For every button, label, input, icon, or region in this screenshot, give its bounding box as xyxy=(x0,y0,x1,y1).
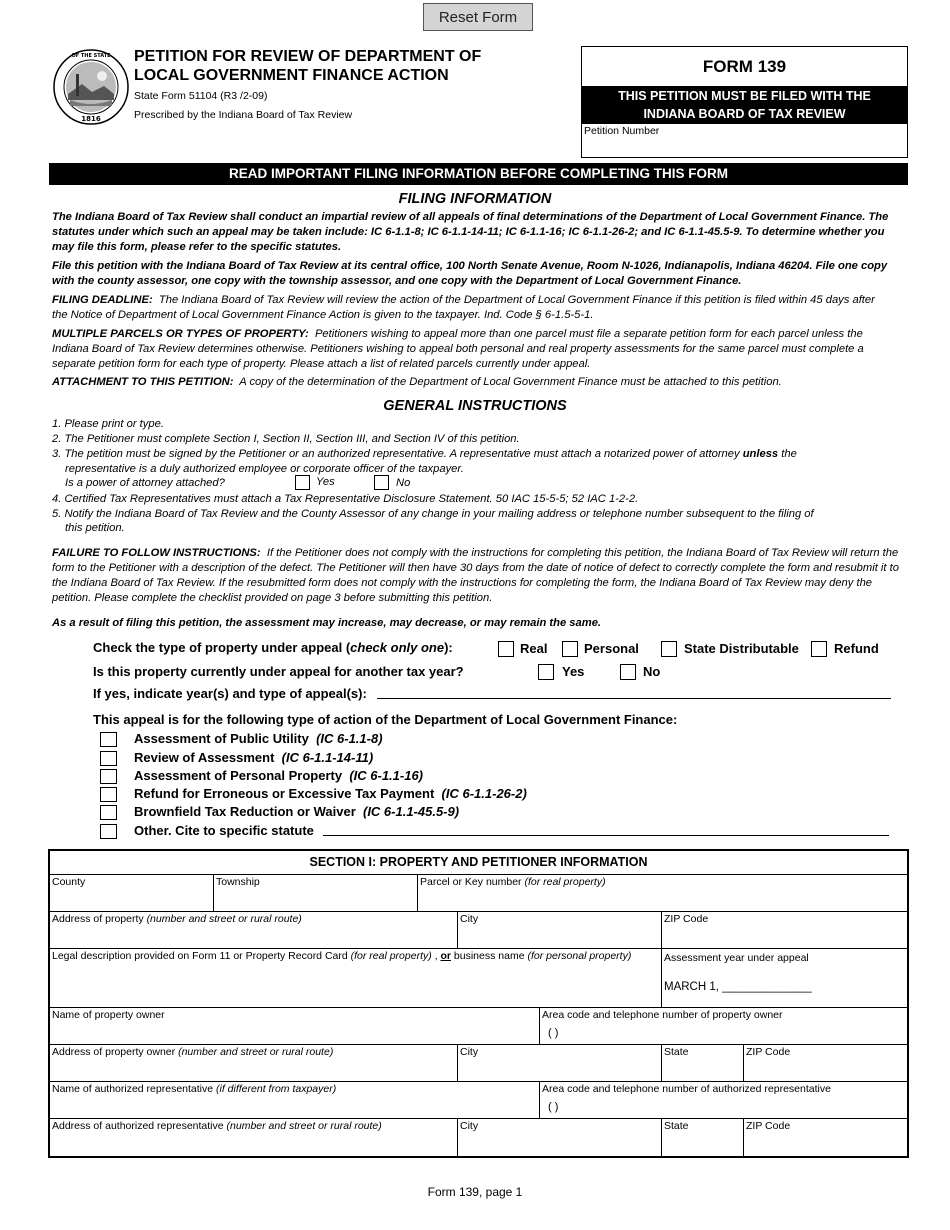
multiple-parcels: MULTIPLE PARCELS OR TYPES OF PROPERTY: Petitioners wishing to appeal more than one parcel must file a separate petition form for each parcel unless the Indiana Board of Tax Review determines otherwise. Petitioners wishing to appeal both personal and real property assessments for the same parcel must complete a separate petition form for each type of property. Please attach a list of related parcels currently under appeal. xyxy=(52,328,864,370)
real-label: Real xyxy=(520,641,548,656)
representative-state-field[interactable]: State xyxy=(662,1119,744,1156)
if-yes-input-line[interactable] xyxy=(377,698,891,699)
owner-address-field[interactable]: Address of property owner (number and street or rural route) xyxy=(50,1045,458,1082)
representative-phone-field[interactable]: Area code and telephone number of authorized representative ( ) xyxy=(540,1082,907,1119)
owner-city-field[interactable]: City xyxy=(458,1045,662,1082)
form-title: PETITION FOR REVIEW OF DEPARTMENT OF LOCAL GOVERNMENT FINANCE ACTION xyxy=(134,48,482,84)
action-refund-checkbox[interactable] xyxy=(100,787,117,802)
property-zip-field[interactable]: ZIP Code xyxy=(662,912,907,949)
action-personal-property-checkbox[interactable] xyxy=(100,769,117,784)
representative-city-field[interactable]: City xyxy=(458,1119,662,1156)
state-distributable-label: State Distributable xyxy=(684,641,799,656)
filing-notice: THIS PETITION MUST BE FILED WITH THE INDIANA BOARD OF TAX REVIEW xyxy=(582,86,907,124)
assessment-year-field[interactable]: Assessment year under appeal MARCH 1, ______________ xyxy=(662,949,907,1008)
poa-yes-label: Yes xyxy=(316,476,335,488)
action-refund-label: Refund for Erroneous or Excessive Tax Payment (IC 6-1.1-26-2) xyxy=(134,786,527,801)
state-form-number: State Form 51104 (R3 /2-09) xyxy=(134,90,268,102)
refund-checkbox[interactable] xyxy=(811,641,827,657)
action-type-question: This appeal is for the following type of action of the Department of Local Government Finance: xyxy=(93,712,678,727)
personal-checkbox[interactable] xyxy=(562,641,578,657)
personal-label: Personal xyxy=(584,641,639,656)
property-city-field[interactable]: City xyxy=(458,912,662,949)
real-checkbox[interactable] xyxy=(498,641,514,657)
county-field[interactable]: County xyxy=(50,875,214,912)
refund-label: Refund xyxy=(834,641,879,656)
svg-text:1816: 1816 xyxy=(81,115,101,123)
state-distributable-checkbox[interactable] xyxy=(661,641,677,657)
prescribed-by: Prescribed by the Indiana Board of Tax Review xyxy=(134,109,353,121)
owner-state-field[interactable]: State xyxy=(662,1045,744,1082)
page-footer: Form 139, page 1 xyxy=(427,1185,523,1199)
filing-info-p2: File this petition with the Indiana Board of Tax Review at its central office, 100 North Senate Avenue, Room N-1026, Indianapolis, Indiana 46204. File one copy with the county assessor, one copy with the township assessor, and one copy with the Department of Local Government Finance. xyxy=(52,260,888,287)
property-address-field[interactable]: Address of property (number and street or rural route) xyxy=(50,912,458,949)
property-type-question: Check the type of property under appeal (check only one): xyxy=(93,640,453,655)
under-appeal-yes-label: Yes xyxy=(562,664,585,679)
action-public-utility-checkbox[interactable] xyxy=(100,732,117,747)
filing-info-heading: FILING INFORMATION xyxy=(398,191,552,207)
under-appeal-question: Is this property currently under appeal for another tax year? xyxy=(93,664,464,679)
filing-info-p1: The Indiana Board of Tax Review shall conduct an impartial review of all appeals of final determinations of the Department of Local Government Finance. The statutes under which such an appeal may be taken include: IC 6-1.1-8; IC 6-1.1-14-11; IC 6-1.1-16; IC 6-1.1-26-2; and IC 6-1.1-45.5-9. To determine whether you may file this form, please refer to the specific statutes. xyxy=(52,211,889,253)
filing-info-banner: READ IMPORTANT FILING INFORMATION BEFORE COMPLETING THIS FORM xyxy=(49,163,908,185)
state-seal-icon xyxy=(52,48,130,126)
township-field[interactable]: Township xyxy=(214,875,418,912)
representative-name-field[interactable]: Name of authorized representative (if different from taxpayer) xyxy=(50,1082,540,1119)
owner-name-field[interactable]: Name of property owner xyxy=(50,1008,540,1045)
under-appeal-no-checkbox[interactable] xyxy=(620,664,636,680)
under-appeal-no-label: No xyxy=(643,664,661,679)
action-public-utility-label: Assessment of Public Utility (IC 6-1.1-8) xyxy=(134,731,383,746)
poa-no-label: No xyxy=(396,477,411,489)
under-appeal-yes-checkbox[interactable] xyxy=(538,664,554,680)
poa-no-checkbox[interactable] xyxy=(374,475,389,490)
representative-zip-field[interactable]: ZIP Code xyxy=(746,1120,791,1132)
section-1-table xyxy=(48,849,909,1158)
attachment-note: ATTACHMENT TO THIS PETITION: A copy of the determination of the Department of Local Government Finance must be attached to this petition. xyxy=(52,376,782,388)
action-personal-property-label: Assessment of Personal Property (IC 6-1.1-16) xyxy=(134,768,424,783)
action-brownfield-label: Brownfield Tax Reduction or Waiver (IC 6-1.1-45.5-9) xyxy=(134,804,460,819)
other-statute-input-line[interactable] xyxy=(323,835,889,836)
action-review-assessment-label: Review of Assessment (IC 6-1.1-14-11) xyxy=(134,750,374,765)
filing-deadline: FILING DEADLINE: The Indiana Board of Tax Review will review the action of the Department of Local Government Finance if this petition is filed within 45 days after the Notice of Department of Local Government Finance Action is given to the taxpayer. Ind. Code § 6-1.5-5-1. xyxy=(52,294,875,321)
instruction-5b: this petition. xyxy=(65,522,125,534)
instruction-1: 1. Please print or type. xyxy=(52,418,164,430)
if-yes-label: If yes, indicate year(s) and type of appeal(s): xyxy=(93,686,367,701)
instruction-3b: representative is a duly authorized employee or corporate officer of the taxpayer. xyxy=(65,463,464,475)
owner-zip-field[interactable]: ZIP Code xyxy=(744,1045,907,1082)
parcel-number-field[interactable]: Parcel or Key number (for real property) xyxy=(418,875,907,912)
action-review-assessment-checkbox[interactable] xyxy=(100,751,117,766)
section-1-title: SECTION I: PROPERTY AND PETITIONER INFORMATION xyxy=(50,851,907,875)
action-other-checkbox[interactable] xyxy=(100,824,117,839)
instruction-4: 4. Certified Tax Representatives must attach a Tax Representative Disclosure Statement. 50 IAC 15-5-5; 52 IAC 1-2-2. xyxy=(52,493,639,505)
power-of-attorney-question: Is a power of attorney attached? xyxy=(65,477,225,489)
petition-number-field[interactable]: Petition Number xyxy=(584,125,660,137)
poa-yes-checkbox[interactable] xyxy=(295,475,310,490)
form-number-box xyxy=(581,46,908,158)
owner-phone-field[interactable]: Area code and telephone number of property owner ( ) xyxy=(540,1008,907,1045)
reset-form-button[interactable]: Reset Form xyxy=(423,3,533,31)
general-instructions-heading: GENERAL INSTRUCTIONS xyxy=(383,398,567,414)
result-note: As a result of filing this petition, the assessment may increase, may decrease, or may remain the same. xyxy=(52,617,602,629)
svg-text:OF THE STATE: OF THE STATE xyxy=(71,53,111,59)
form-number: FORM 139 xyxy=(702,57,787,76)
representative-address-field[interactable]: Address of authorized representative (number and street or rural route) xyxy=(50,1119,458,1156)
instruction-3: 3. The petition must be signed by the Petitioner or an authorized representative. A representative must attach a notarized power of attorney unless the xyxy=(52,448,797,460)
instruction-5: 5. Notify the Indiana Board of Tax Review and the County Assessor of any change in your mailing address or telephone number subsequent to the filing of xyxy=(52,508,814,520)
action-other-label: Other. Cite to specific statute xyxy=(134,823,314,838)
action-brownfield-checkbox[interactable] xyxy=(100,805,117,820)
failure-to-follow: FAILURE TO FOLLOW INSTRUCTIONS: If the Petitioner does not comply with the instructions for completing this petition, the Indiana Board of Tax Review will return the form to the Petitioner with a description of the defect. The Petitioner will then have 30 days from the date of notice of defect to correctly complete the form and resubmit it to the Indiana Board of Tax Review. If the resubmitted form does not comply with the instructions for completing the form, the Indiana Board of Tax Review may deny the petition. Please complete the checklist provided on page 3 before submitting this petition. xyxy=(52,547,899,604)
instruction-2: 2. The Petitioner must complete Section I, Section II, Section III, and Section IV of this petition. xyxy=(52,433,520,445)
legal-description-field[interactable]: Legal description provided on Form 11 or Property Record Card (for real property) , or business name (for personal property) xyxy=(50,949,662,1008)
march-date: MARCH 1, ______________ xyxy=(664,981,812,993)
